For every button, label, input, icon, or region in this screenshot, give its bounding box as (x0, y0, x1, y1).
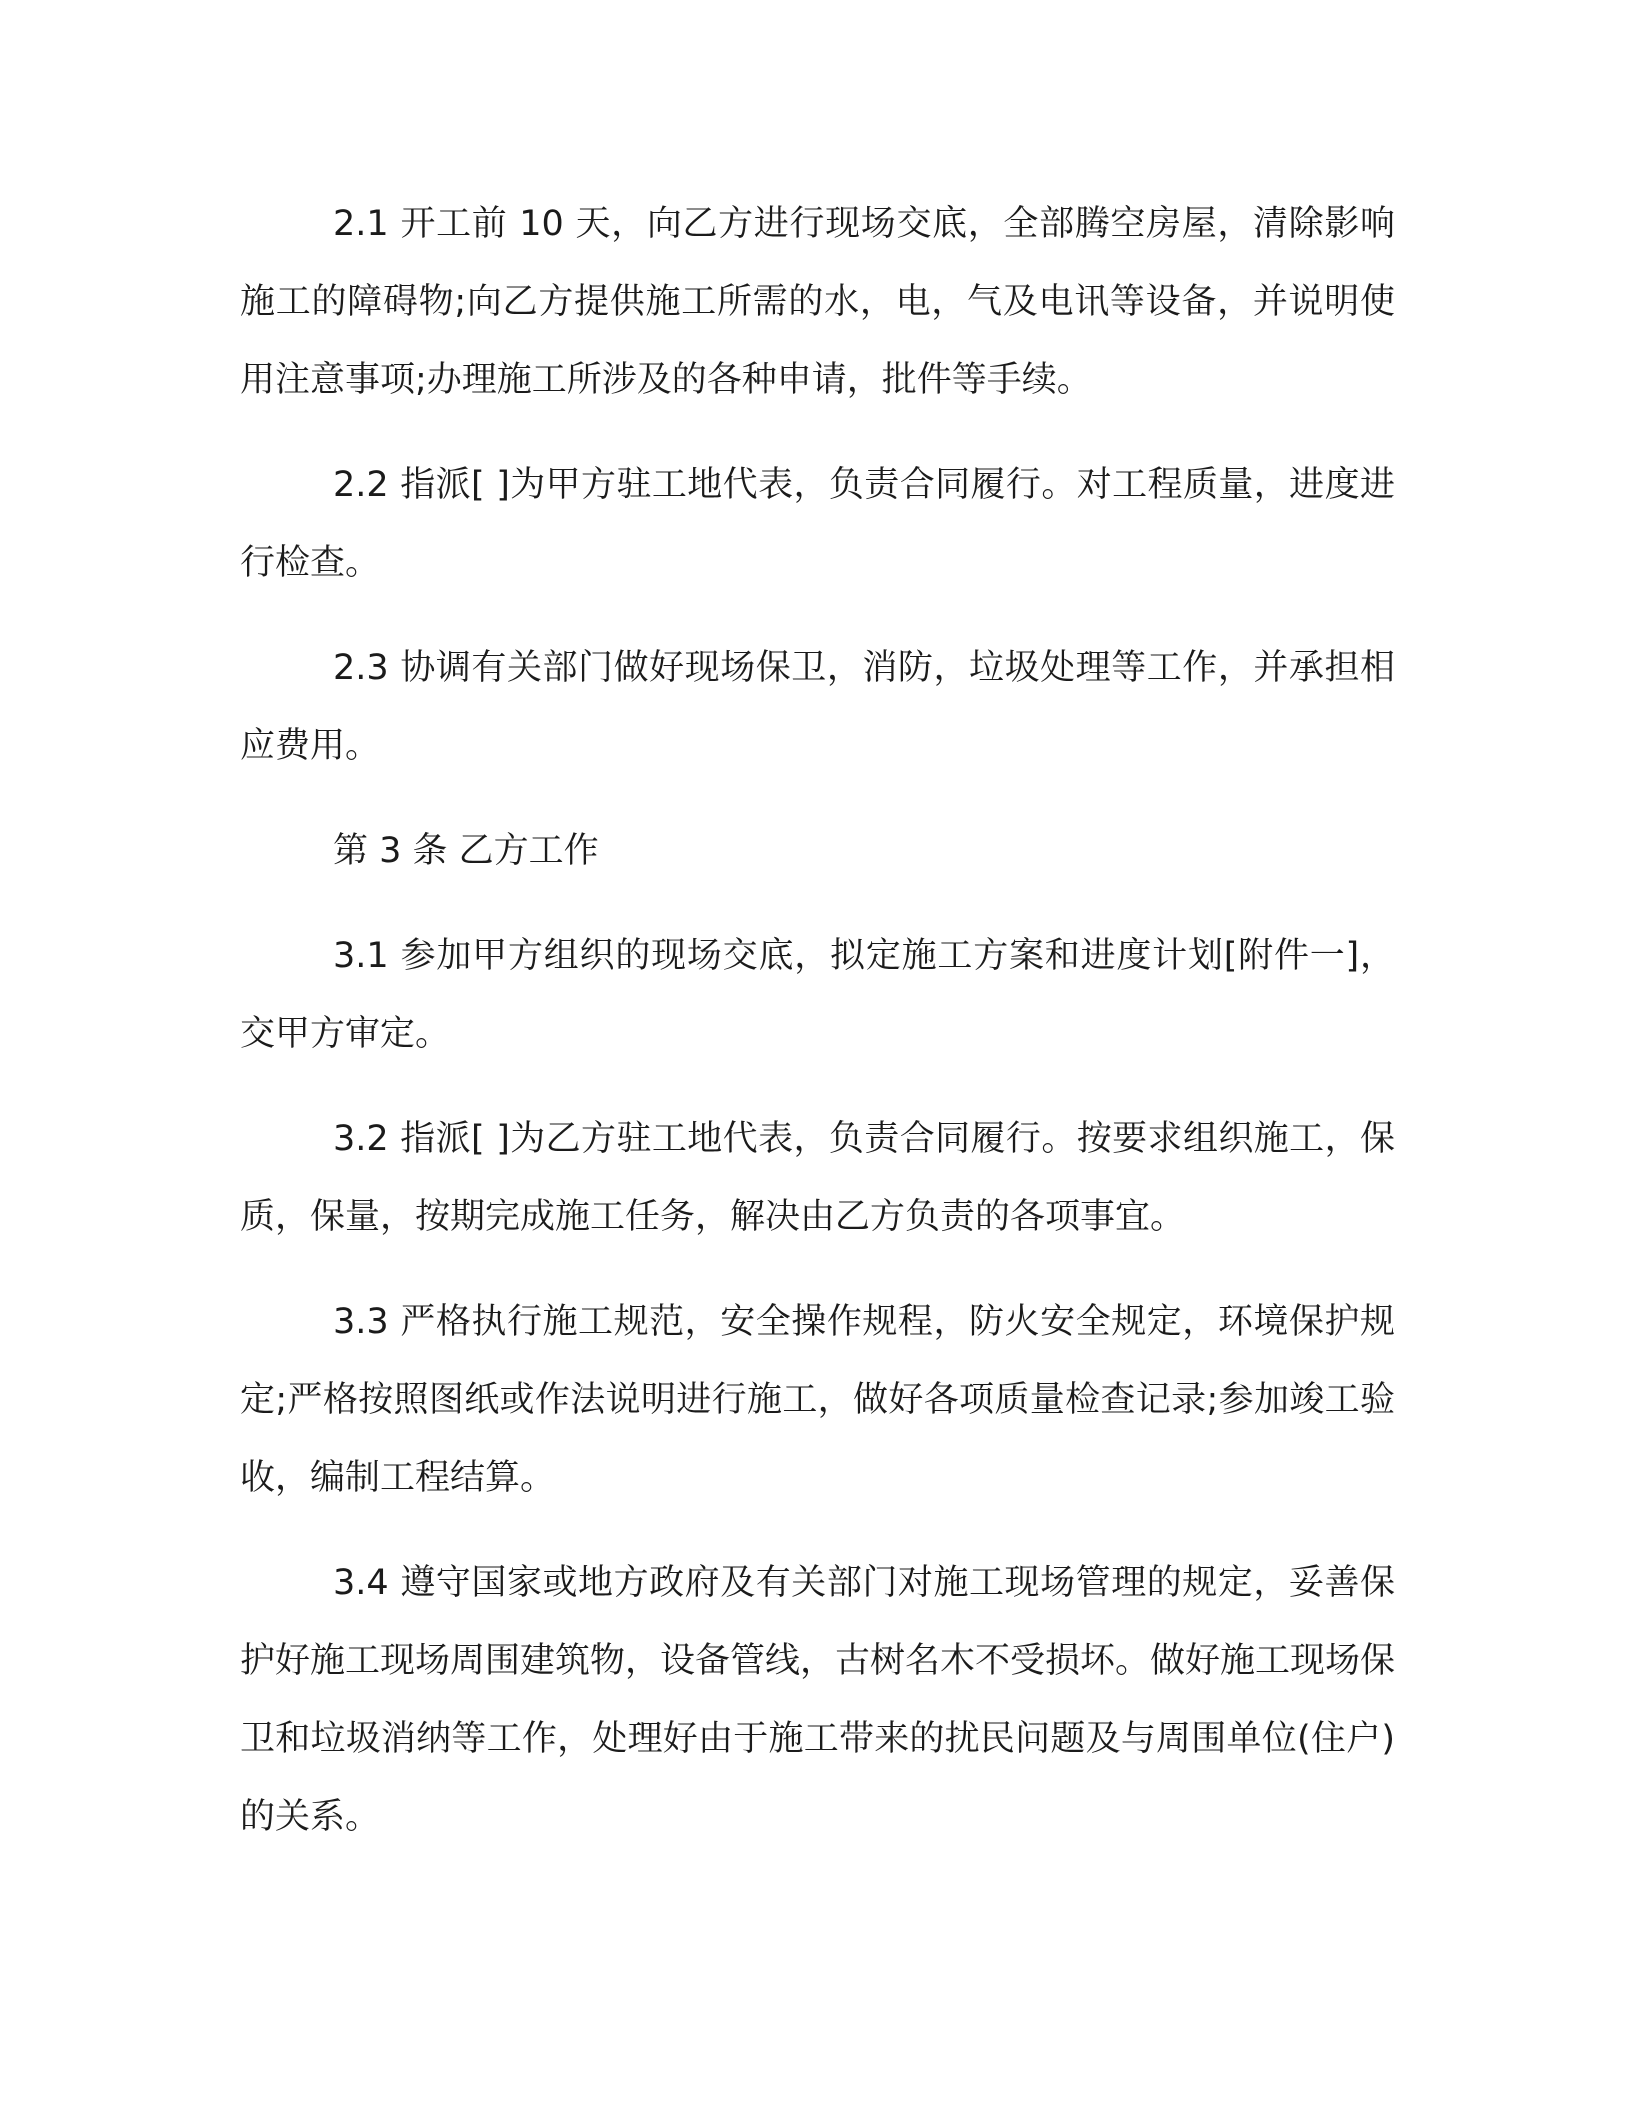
clause-3-1: 3.1 参加甲方组织的现场交底，拟定施工方案和进度计划[附件一]，交甲方审定。 (240, 936, 1395, 1054)
article-3-heading: 第 3 条 乙方工作 (333, 831, 599, 871)
clause-2-3: 2.3 协调有关部门做好现场保卫，消防，垃圾处理等工作，并承担相应费用。 (240, 648, 1395, 766)
clause-3-3: 3.3 严格执行施工规范，安全操作规程，防火安全规定，环境保护规定;严格按照图纸或作法说明进行施工，做好各项质量检查记录;参加竣工验收，编制工程结算。 (240, 1302, 1395, 1498)
clause-3-2: 3.2 指派[ ]为乙方驻工地代表，负责合同履行。按要求组织施工，保质，保量，按期完成施工任务，解决由乙方负责的各项事宜。 (240, 1119, 1395, 1237)
clause-2-1: 2.1 开工前 10 天，向乙方进行现场交底，全部腾空房屋，清除影响施工的障碍物;向乙方提供施工所需的水，电，气及电讯等设备，并说明使用注意事项;办理施工所涉及的各种申请，批件等手续。 (240, 204, 1395, 400)
document-body (240, 185, 1395, 1883)
clause-2-2: 2.2 指派[ ]为甲方驻工地代表，负责合同履行。对工程质量，进度进行检查。 (240, 465, 1395, 583)
clause-3-4: 3.4 遵守国家或地方政府及有关部门对施工现场管理的规定，妥善保护好施工现场周围建筑物，设备管线，古树名木不受损坏。做好施工现场保卫和垃圾消纳等工作，处理好由于施工带来的扰民问题及与周围单位(住户)的关系。 (240, 1563, 1396, 1837)
